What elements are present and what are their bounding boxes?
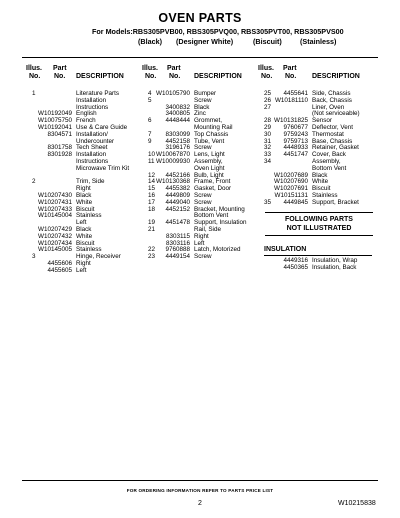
part-description: Side, Chassis [312, 90, 351, 97]
part-description: English [76, 110, 97, 118]
part-description: White [76, 232, 93, 240]
illus-number: 18 [148, 205, 156, 213]
illus-number: 4 [148, 90, 152, 97]
part-number: 4452152 [165, 205, 190, 213]
color-black: (Black) [138, 37, 162, 46]
part-description: Right [194, 232, 209, 240]
section-rule [264, 255, 372, 256]
part-description: Screw [194, 96, 212, 104]
insulation-header: INSULATION [264, 246, 307, 253]
illus-number: 17 [148, 198, 156, 206]
illus-number: 31 [264, 137, 272, 145]
part-description: Oven Light [194, 164, 225, 172]
part-number: 8303099 [165, 130, 190, 138]
following-parts-header: FOLLOWING PARTS [285, 216, 353, 223]
part-description: Support, Bracket [312, 198, 359, 206]
section-rule [265, 235, 373, 236]
parts-row [148, 254, 254, 261]
part-number: W10130368 [156, 178, 190, 186]
part-description: Installation [76, 151, 107, 159]
part-description: Stainless [312, 191, 338, 199]
part-description: Back, Chassis [312, 96, 352, 104]
illus-number: 2 [32, 178, 36, 186]
illus-number: 34 [264, 157, 272, 165]
part-description: Installation/ [76, 130, 108, 138]
part-number: W10192049 [38, 110, 72, 118]
part-number: W10207690 [274, 178, 308, 186]
parts-row [32, 166, 136, 173]
part-description: (Not serviceable) [312, 110, 360, 118]
part-description: Bracket, Mounting [194, 205, 245, 213]
parts-list-1 [32, 91, 136, 275]
illus-number: 1 [32, 90, 36, 97]
part-description: Left [76, 219, 87, 227]
part-description: Left [76, 266, 87, 274]
part-number: W10207434 [38, 239, 72, 247]
illus-number: 32 [264, 144, 272, 152]
part-number: 4448444 [165, 117, 190, 125]
part-description: Black [194, 103, 210, 111]
illus-number: 10 [148, 151, 156, 159]
part-description: Use & Care Guide [76, 123, 128, 131]
part-number: 4455641 [283, 90, 308, 97]
illus-number: 5 [148, 96, 152, 104]
part-number: W10207430 [38, 191, 72, 199]
illus-number: 15 [148, 185, 156, 193]
part-description: Frame, Front [194, 178, 231, 186]
illus-number: 27 [264, 103, 272, 111]
color-designer-white: (Designer White) [176, 37, 234, 46]
part-number: 8301928 [47, 151, 72, 159]
part-number: 3196176 [165, 144, 190, 152]
part-description: Support, Insulation [194, 219, 247, 227]
bottom-rule [22, 480, 378, 481]
part-number: W10207689 [274, 171, 308, 179]
part-number: W10075750 [38, 117, 72, 125]
part-description: Base, Chassis [312, 137, 353, 145]
part-description: Insulation, Wrap [312, 257, 358, 264]
page-title: OVEN PARTS [158, 11, 242, 25]
part-number: 4449154 [165, 253, 190, 261]
part-number: 9760677 [283, 123, 308, 131]
part-description: Bumper [194, 90, 217, 97]
part-description: Insulation, Back [312, 263, 357, 271]
part-number: 4455606 [47, 259, 72, 267]
part-description: Liner, Oven [312, 103, 345, 111]
part-description: Screw [194, 191, 212, 199]
part-number: W10192041 [38, 123, 72, 131]
part-number: 8303115 [165, 232, 190, 240]
part-number: W10207429 [38, 225, 72, 233]
part-description: Stainless [76, 212, 102, 220]
part-description: Right [76, 185, 91, 193]
illus-number: 16 [148, 191, 156, 199]
illus-number: 29 [264, 123, 272, 131]
illus-number: 19 [148, 219, 156, 227]
part-description: Assembly, [312, 157, 341, 165]
part-number: 4455605 [47, 266, 72, 274]
part-description: Assembly, [194, 157, 223, 165]
part-number: 4455382 [165, 185, 190, 193]
part-description: Black [312, 171, 328, 179]
part-description: Mounting Rail [194, 123, 233, 131]
part-description: Screw [194, 144, 212, 152]
part-description: Microwave Trim Kit [76, 164, 130, 172]
color-biscuit: (Biscuit) [253, 37, 282, 46]
part-description: Biscuit [76, 205, 95, 213]
illus-number: 33 [264, 151, 272, 159]
parts-list-3 [264, 91, 376, 207]
part-number: 4449845 [283, 198, 308, 206]
part-description: Right [76, 259, 91, 267]
part-description: Top Chassis [194, 130, 229, 138]
part-description: Biscuit [312, 185, 331, 193]
illus-number: 30 [264, 130, 272, 138]
part-number: 8301758 [47, 144, 72, 152]
part-number: 4452166 [165, 171, 190, 179]
illus-number: 21 [148, 225, 156, 233]
part-number: W10207432 [38, 232, 72, 240]
models-line: For Models:RBS305PVB00, RBS305PVQ00, RBS305PVT00, RBS305PVS00 [92, 27, 344, 36]
part-description: Literature Parts [76, 90, 120, 97]
part-number: W10207431 [38, 198, 72, 206]
illus-number: 23 [148, 253, 156, 261]
part-description: Installation [76, 96, 107, 104]
part-description: Bulb, Light [194, 171, 224, 179]
not-illustrated-header: NOT ILLUSTRATED [286, 225, 352, 232]
part-description: Black [76, 225, 92, 233]
part-number: W10207691 [274, 185, 308, 193]
part-number: 4449040 [165, 198, 190, 206]
illus-number: 25 [264, 90, 272, 97]
illus-number: 6 [148, 117, 152, 125]
parts-list-2 [148, 91, 254, 261]
part-description: Lens, Light [194, 151, 225, 159]
top-rule [22, 57, 378, 58]
part-number: W10145004 [38, 212, 72, 220]
part-description: Tube, Vent [194, 137, 225, 145]
part-number: 4449316 [283, 257, 308, 264]
illus-number: 35 [264, 198, 272, 206]
part-description: Stainless [76, 246, 102, 254]
part-description: White [76, 198, 93, 206]
illus-number: 7 [148, 130, 152, 138]
parts-row [264, 265, 376, 272]
part-number: W10131825 [274, 117, 308, 125]
ordering-info-footer: FOR ORDERING INFORMATION REFER TO PARTS PRICE LIST [126, 488, 274, 493]
part-description: Screw [194, 253, 212, 261]
part-description: White [312, 178, 329, 186]
part-number: W10181110 [274, 96, 308, 104]
part-number: 9760888 [165, 246, 190, 254]
part-description: Gasket, Door [194, 185, 232, 193]
part-number: W10067870 [156, 151, 190, 159]
part-number: 4448933 [283, 144, 308, 152]
part-description: Hinge, Receiver [76, 253, 121, 261]
part-description: Retainer, Gasket [312, 144, 359, 152]
part-number: 9759713 [283, 137, 308, 145]
column-header: Illus. Part No. No. DESCRIPTION [258, 65, 360, 80]
part-number: 9759243 [283, 130, 308, 138]
part-number: 3400832 [165, 103, 190, 111]
part-description: Thermostat [312, 130, 344, 138]
part-description: Trim, Side [76, 178, 105, 186]
section-rule [265, 212, 373, 213]
page-number: 2 [198, 500, 202, 507]
part-description: Undercounter [76, 137, 115, 145]
part-number: W10151131 [274, 191, 308, 199]
part-number: 4450365 [283, 263, 308, 271]
part-number: 8303116 [165, 239, 190, 247]
part-number: W10009930 [156, 157, 190, 165]
part-description: Black [76, 191, 92, 199]
part-number: W10207433 [38, 205, 72, 213]
part-number: W10105790 [156, 90, 190, 97]
illus-number: 28 [264, 117, 272, 125]
part-description: Grommet, [194, 117, 222, 125]
part-description: Screw [194, 198, 212, 206]
parts-row [32, 268, 136, 275]
part-description: Left [194, 239, 205, 247]
part-description: Cover, Back [312, 151, 346, 159]
part-description: Zinc [194, 110, 206, 118]
parts-row [264, 200, 376, 207]
part-description: Tech Sheet [76, 144, 108, 152]
part-number: 4449809 [165, 191, 190, 199]
part-description: Bottom Vent [312, 164, 347, 172]
part-number: 4452158 [165, 137, 190, 145]
part-description: French [76, 117, 96, 125]
part-description: Biscuit [76, 239, 95, 247]
illus-number: 26 [264, 96, 272, 104]
part-description: Latch, Motorized [194, 246, 241, 254]
part-description: Deflector, Vent [312, 123, 353, 131]
document-number: W10215838 [338, 500, 376, 507]
part-number: 8304571 [47, 130, 72, 138]
part-description: Instructions [76, 157, 109, 165]
illus-number: 22 [148, 246, 156, 254]
part-number: 4451478 [165, 219, 190, 227]
insulation-list [264, 258, 376, 272]
part-number: 3400805 [165, 110, 190, 118]
part-description: Instructions [76, 103, 109, 111]
illus-number: 12 [148, 171, 156, 179]
part-number: 4451747 [283, 151, 308, 159]
illus-number: 14 [148, 178, 156, 186]
illus-number: 9 [148, 137, 152, 145]
color-stainless: (Stainless) [300, 37, 337, 46]
part-description: Sensor [312, 117, 332, 125]
illus-number: 3 [32, 253, 36, 261]
part-description: Bottom Vent [194, 212, 229, 220]
part-number: W10145005 [38, 246, 72, 254]
illus-number: 11 [148, 157, 155, 165]
column-header: Illus. Part No. No. DESCRIPTION [26, 65, 124, 80]
column-header: Illus. Part No. No. DESCRIPTION [142, 65, 242, 80]
part-description: Rail, Side [194, 225, 221, 233]
